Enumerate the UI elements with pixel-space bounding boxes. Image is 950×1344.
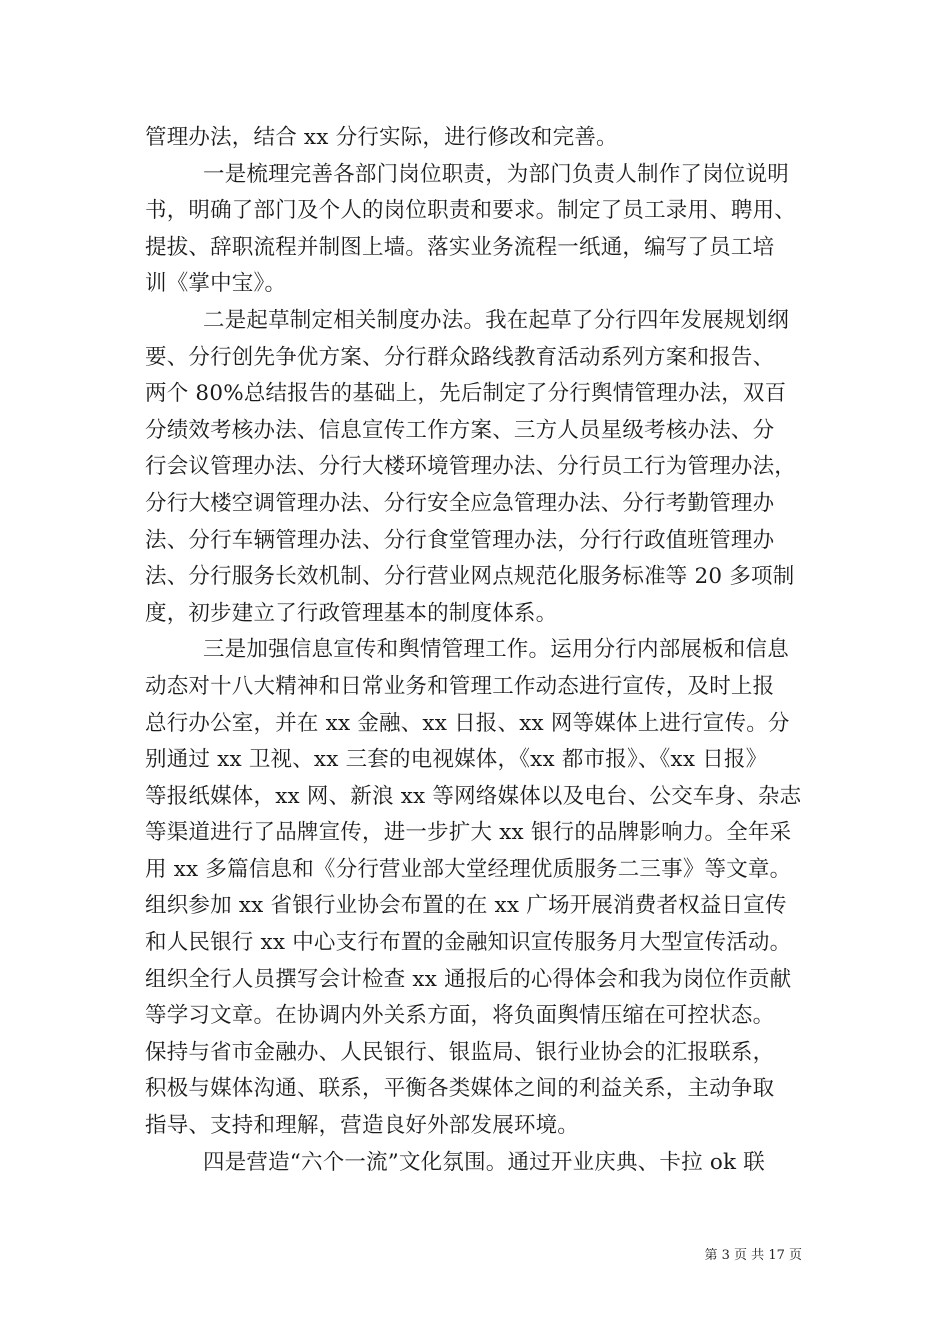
text-line: 训《掌中宝》。 <box>145 271 287 297</box>
text-line: 要、分行创先争优方案、分行群众路线教育活动系列方案和报告、 <box>145 344 775 370</box>
text-line: 法、分行服务长效机制、分行营业网点规范化服务标准等 20 多项制 <box>145 564 795 590</box>
text-line: 等报纸媒体，xx 网、新浪 xx 等网络媒体以及电台、公交车身、杂志 <box>145 783 802 809</box>
text-line: 分行大楼空调管理办法、分行安全应急管理办法、分行考勤管理办 <box>145 490 775 516</box>
text-line: 和人民银行 xx 中心支行布置的金融知识宣传服务月大型宣传活动。 <box>145 930 792 956</box>
text-line: 总行办公室，并在 xx 金融、xx 日报、xx 网等媒体上进行宣传。分 <box>145 710 790 736</box>
text-line: 动态对十八大精神和日常业务和管理工作动态进行宣传，及时上报 <box>145 673 775 699</box>
page-number: 第 3 页 共 17 页 <box>704 1248 802 1263</box>
text-line: 指导、支持和理解，营造良好外部发展环境。 <box>145 1113 580 1139</box>
text-line: 保持与省市金融办、人民银行、银监局、银行业协会的汇报联系， <box>145 1039 775 1065</box>
text-line: 二是起草制定相关制度办法。我在起草了分行四年发展规划纲 <box>203 307 789 333</box>
document-body <box>145 120 815 1181</box>
page-footer <box>0 1244 950 1263</box>
text-line: 等学习文章。在协调内外关系方面，将负面舆情压缩在可控状态。 <box>145 1003 775 1029</box>
text-line: 等渠道进行了品牌宣传，进一步扩大 xx 银行的品牌影响力。全年采 <box>145 820 792 846</box>
text-line: 两个 80%总结报告的基础上，先后制定了分行舆情管理办法，双百 <box>145 381 787 407</box>
text-line: 书，明确了部门及个人的岗位职责和要求。制定了员工录用、聘用、 <box>145 198 797 224</box>
text-line: 组织参加 xx 省银行业协会布置的在 xx 广场开展消费者权益日宣传 <box>145 893 787 919</box>
text-line: 法、分行车辆管理办法、分行食堂管理办法，分行行政值班管理办 <box>145 527 775 553</box>
text-line: 一是梳理完善各部门岗位职责，为部门负责人制作了岗位说明 <box>203 161 789 187</box>
text-line: 管理办法，结合 xx 分行实际，进行修改和完善。 <box>145 125 618 150</box>
text-line: 行会议管理办法、分行大楼环境管理办法、分行员工行为管理办法， <box>145 454 797 480</box>
text-line: 别通过 xx 卫视、xx 三套的电视媒体，《xx 都市报》、《xx 日报》 <box>145 747 768 773</box>
text-line: 用 xx 多篇信息和《分行营业部大堂经理优质服务二三事》等文章。 <box>145 856 792 882</box>
text-line: 三是加强信息宣传和舆情管理工作。运用分行内部展板和信息 <box>203 637 789 663</box>
text-line: 分绩效考核办法、信息宣传工作方案、三方人员星级考核办法、分 <box>145 417 775 443</box>
text-line: 组织全行人员撰写会计检查 xx 通报后的心得体会和我为岗位作贡献 <box>145 966 792 992</box>
text-line: 积极与媒体沟通、联系，平衡各类媒体之间的利益关系，主动争取 <box>145 1076 775 1102</box>
text-line: 度，初步建立了行政管理基本的制度体系。 <box>145 600 558 626</box>
text-line: 四是营造“六个一流”文化氛围。通过开业庆典、卡拉 ok 联 <box>203 1149 765 1175</box>
text-line: 提拔、辞职流程并制图上墙。落实业务流程一纸通，编写了员工培 <box>145 234 775 260</box>
